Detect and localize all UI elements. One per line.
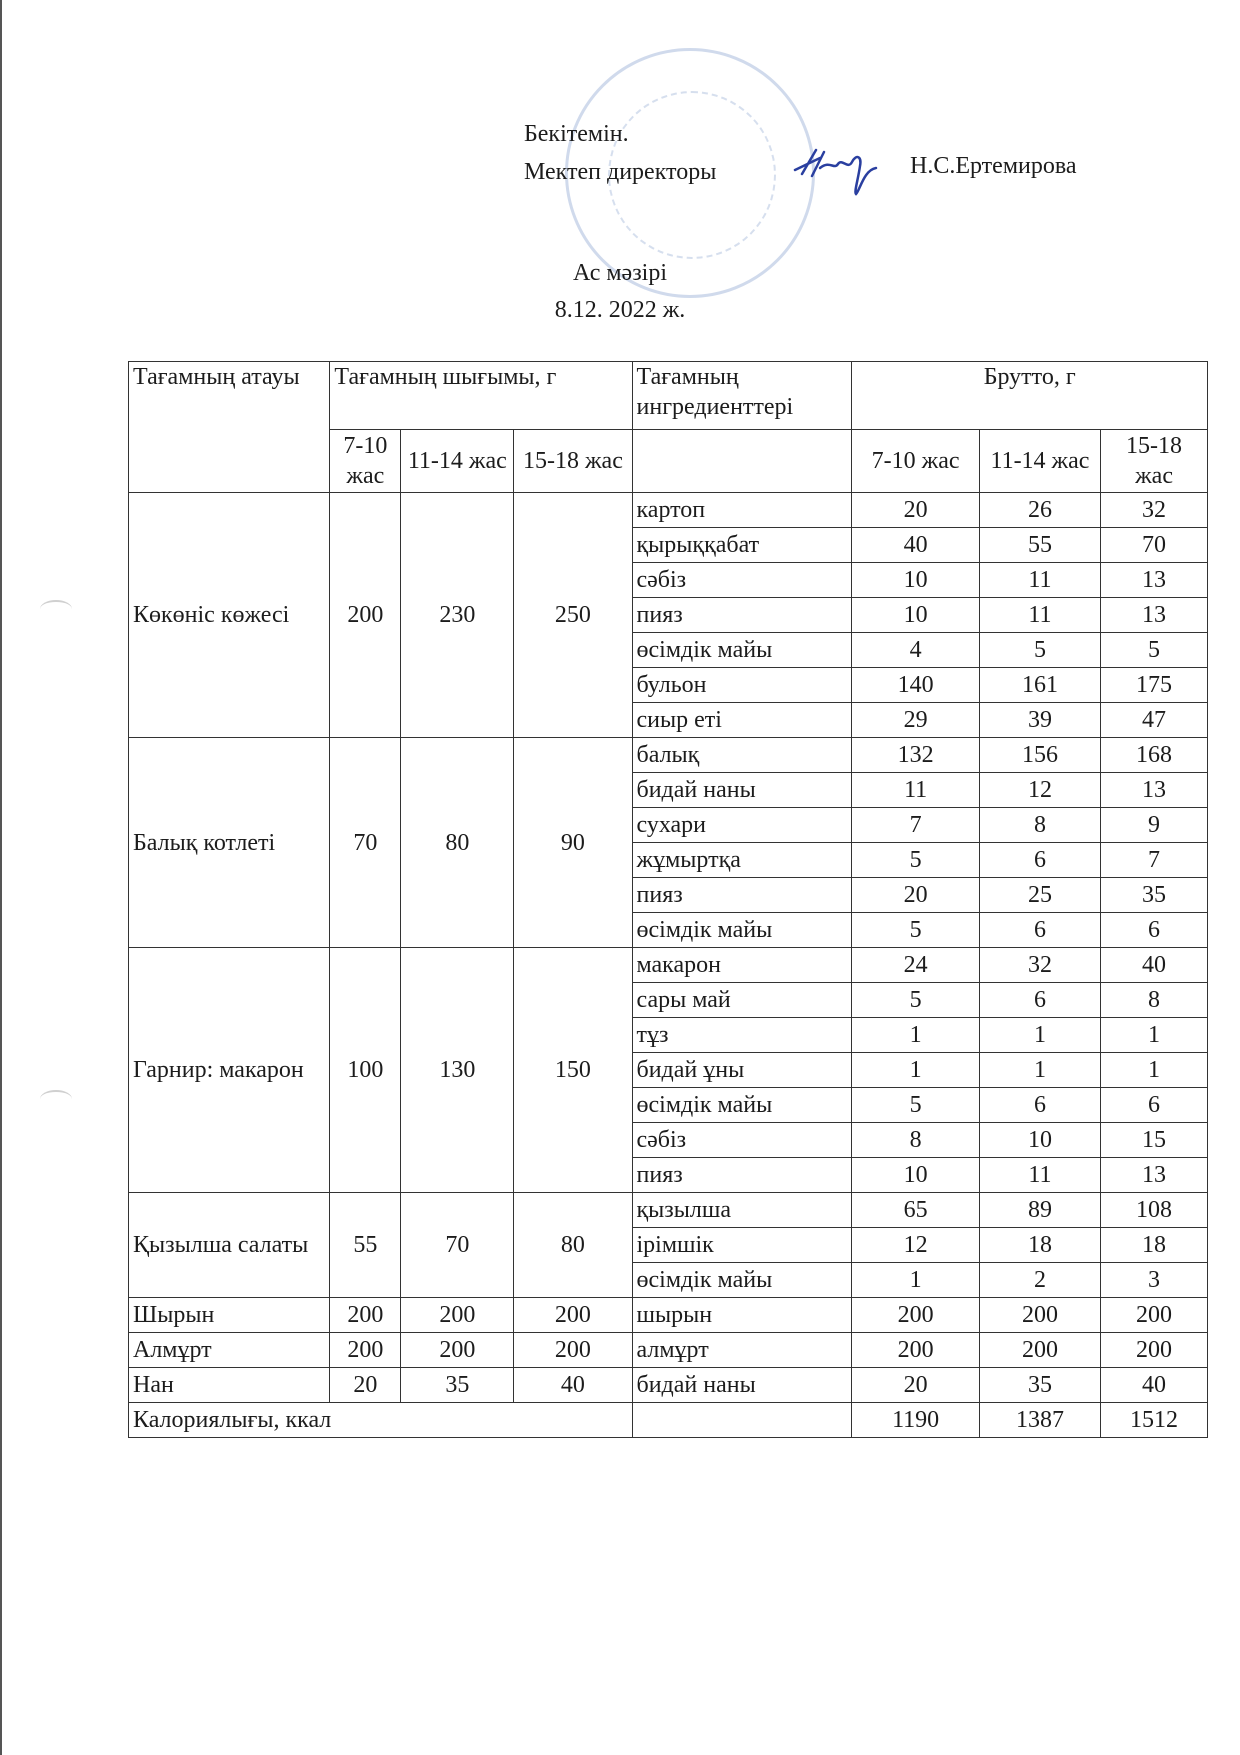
ingredient-gross: 8 xyxy=(979,808,1100,843)
ingredient-gross: 168 xyxy=(1101,738,1208,773)
ingredient-gross: 1 xyxy=(852,1263,979,1298)
ingredient-gross: 6 xyxy=(1101,1088,1208,1123)
menu-table xyxy=(128,361,1208,1438)
director-role: Мектеп директоры xyxy=(524,159,717,185)
ingredient-gross: 4 xyxy=(852,633,979,668)
approval-block xyxy=(524,115,716,191)
ingredient-row xyxy=(129,1368,1208,1403)
ingredient-gross: 12 xyxy=(852,1228,979,1263)
ingredient-name: ірімшік xyxy=(632,1228,852,1263)
ingredient-gross: 1 xyxy=(1101,1053,1208,1088)
ingredient-row xyxy=(129,738,1208,773)
ingredient-gross: 11 xyxy=(979,598,1100,633)
ingredient-gross: 1 xyxy=(852,1053,979,1088)
ingredient-name: пияз xyxy=(632,598,852,633)
dish-name: Нан xyxy=(129,1368,330,1403)
ingredient-name: сәбіз xyxy=(632,1123,852,1158)
yield-age-7-10: 7-10 жас xyxy=(330,429,401,492)
ingredient-name: тұз xyxy=(632,1018,852,1053)
ingredient-gross: 25 xyxy=(979,878,1100,913)
calories-value: 1190 xyxy=(852,1403,979,1438)
ingredient-gross: 9 xyxy=(1101,808,1208,843)
ingredient-row xyxy=(129,948,1208,983)
director-name: Н.С.Ертемирова xyxy=(910,153,1077,179)
ingredient-gross: 18 xyxy=(1101,1228,1208,1263)
ingredient-gross: 6 xyxy=(979,1088,1100,1123)
ingredient-row xyxy=(129,493,1208,528)
ingredient-name: пияз xyxy=(632,878,852,913)
header-ingredients: Тағамның ингредиенттері xyxy=(632,362,852,430)
ingredient-gross: 35 xyxy=(979,1368,1100,1403)
ingredient-gross: 5 xyxy=(852,843,979,878)
ingredient-name: сиыр еті xyxy=(632,703,852,738)
gross-age-11-14: 11-14 жас xyxy=(979,429,1100,492)
ingredient-gross: 15 xyxy=(1101,1123,1208,1158)
dish-yield: 100 xyxy=(330,948,401,1193)
ingredient-gross: 7 xyxy=(852,808,979,843)
ingredient-gross: 39 xyxy=(979,703,1100,738)
dish-name: Шырын xyxy=(129,1298,330,1333)
header-dish-name: Тағамның атауы xyxy=(129,362,330,493)
document-title xyxy=(0,255,1240,329)
ingredient-gross: 20 xyxy=(852,878,979,913)
ingredient-gross: 5 xyxy=(1101,633,1208,668)
ingredient-gross: 6 xyxy=(979,843,1100,878)
yield-age-15-18: 15-18 жас xyxy=(514,429,632,492)
ingredient-gross: 11 xyxy=(979,563,1100,598)
ingredient-gross: 5 xyxy=(852,983,979,1018)
ingredient-name: қырыққабат xyxy=(632,528,852,563)
ingredient-name: пияз xyxy=(632,1158,852,1193)
ingredient-name: макарон xyxy=(632,948,852,983)
ingredient-gross: 10 xyxy=(852,1158,979,1193)
ingredient-gross: 2 xyxy=(979,1263,1100,1298)
ingredient-gross: 6 xyxy=(979,913,1100,948)
calories-value: 1387 xyxy=(979,1403,1100,1438)
calories-value: 1512 xyxy=(1101,1403,1208,1438)
ingredient-name: өсімдік майы xyxy=(632,1088,852,1123)
ingredient-name: өсімдік майы xyxy=(632,633,852,668)
ingredient-gross: 5 xyxy=(979,633,1100,668)
ingredient-gross: 8 xyxy=(1101,983,1208,1018)
ingredient-gross: 1 xyxy=(852,1018,979,1053)
ingredient-gross: 13 xyxy=(1101,1158,1208,1193)
ingredient-gross: 156 xyxy=(979,738,1100,773)
ingredient-gross: 132 xyxy=(852,738,979,773)
ingredient-name: балық xyxy=(632,738,852,773)
dish-name: Гарнир: макарон xyxy=(129,948,330,1193)
header-yield: Тағамның шығымы, г xyxy=(330,362,632,430)
ingredient-gross: 10 xyxy=(852,598,979,633)
punch-hole-mark xyxy=(40,1090,72,1108)
ingredient-gross: 200 xyxy=(1101,1298,1208,1333)
dish-yield: 55 xyxy=(330,1193,401,1298)
dish-yield: 80 xyxy=(514,1193,632,1298)
ingredient-row xyxy=(129,1193,1208,1228)
ingredient-gross: 13 xyxy=(1101,563,1208,598)
approval-label: Бекітемін. xyxy=(524,121,629,147)
calories-row xyxy=(129,1403,1208,1438)
ingredient-name: сухари xyxy=(632,808,852,843)
ingredient-gross: 65 xyxy=(852,1193,979,1228)
ingredient-subheader-empty xyxy=(632,429,852,492)
ingredient-gross: 20 xyxy=(852,1368,979,1403)
dish-yield: 35 xyxy=(401,1368,514,1403)
dish-name: Алмұрт xyxy=(129,1333,330,1368)
ingredient-gross: 10 xyxy=(852,563,979,598)
dish-yield: 90 xyxy=(514,738,632,948)
ingredient-name: бидай наны xyxy=(632,1368,852,1403)
ingredient-name: қызылша xyxy=(632,1193,852,1228)
yield-age-11-14: 11-14 жас xyxy=(401,429,514,492)
ingredient-gross: 8 xyxy=(852,1123,979,1158)
ingredient-gross: 108 xyxy=(1101,1193,1208,1228)
ingredient-gross: 161 xyxy=(979,668,1100,703)
ingredient-gross: 35 xyxy=(1101,878,1208,913)
ingredient-name: өсімдік майы xyxy=(632,913,852,948)
ingredient-gross: 32 xyxy=(1101,493,1208,528)
ingredient-gross: 6 xyxy=(979,983,1100,1018)
ingredient-gross: 3 xyxy=(1101,1263,1208,1298)
menu-heading: Ас мәзірі xyxy=(572,260,668,286)
ingredient-gross: 13 xyxy=(1101,598,1208,633)
dish-yield: 70 xyxy=(330,738,401,948)
gross-age-7-10: 7-10 жас xyxy=(852,429,979,492)
dish-yield: 200 xyxy=(514,1333,632,1368)
ingredient-name: бидай наны xyxy=(632,773,852,808)
ingredient-gross: 11 xyxy=(979,1158,1100,1193)
dish-yield: 80 xyxy=(401,738,514,948)
ingredient-gross: 89 xyxy=(979,1193,1100,1228)
calories-empty-cell xyxy=(632,1403,852,1438)
ingredient-gross: 24 xyxy=(852,948,979,983)
dish-name: Балық котлеті xyxy=(129,738,330,948)
dish-yield: 150 xyxy=(514,948,632,1193)
ingredient-name: сәбіз xyxy=(632,563,852,598)
ingredient-gross: 55 xyxy=(979,528,1100,563)
ingredient-name: алмұрт xyxy=(632,1333,852,1368)
ingredient-gross: 200 xyxy=(979,1333,1100,1368)
ingredient-gross: 175 xyxy=(1101,668,1208,703)
ingredient-name: картоп xyxy=(632,493,852,528)
ingredient-row xyxy=(129,1298,1208,1333)
calories-label: Калориялығы, ккал xyxy=(129,1403,633,1438)
ingredient-name: шырын xyxy=(632,1298,852,1333)
ingredient-gross: 20 xyxy=(852,493,979,528)
ingredient-gross: 32 xyxy=(979,948,1100,983)
ingredient-name: сары май xyxy=(632,983,852,1018)
ingredient-gross: 18 xyxy=(979,1228,1100,1263)
header-gross: Брутто, г xyxy=(852,362,1208,430)
ingredient-name: жұмыртқа xyxy=(632,843,852,878)
ingredient-gross: 1 xyxy=(979,1018,1100,1053)
dish-yield: 230 xyxy=(401,493,514,738)
dish-name: Қызылша салаты xyxy=(129,1193,330,1298)
dish-yield: 200 xyxy=(401,1333,514,1368)
ingredient-gross: 47 xyxy=(1101,703,1208,738)
dish-yield: 200 xyxy=(330,493,401,738)
ingredient-gross: 11 xyxy=(852,773,979,808)
ingredient-gross: 12 xyxy=(979,773,1100,808)
ingredient-name: бидай ұны xyxy=(632,1053,852,1088)
gross-age-15-18: 15-18 жас xyxy=(1101,429,1208,492)
ingredient-gross: 200 xyxy=(852,1298,979,1333)
ingredient-gross: 40 xyxy=(1101,948,1208,983)
ingredient-name: бульон xyxy=(632,668,852,703)
ingredient-gross: 70 xyxy=(1101,528,1208,563)
ingredient-row xyxy=(129,1333,1208,1368)
dish-yield: 130 xyxy=(401,948,514,1193)
dish-name: Көкөніс көжесі xyxy=(129,493,330,738)
ingredient-gross: 7 xyxy=(1101,843,1208,878)
dish-yield: 200 xyxy=(330,1298,401,1333)
ingredient-gross: 29 xyxy=(852,703,979,738)
header-row xyxy=(129,362,1208,430)
ingredient-gross: 200 xyxy=(852,1333,979,1368)
ingredient-name: өсімдік майы xyxy=(632,1263,852,1298)
ingredient-gross: 140 xyxy=(852,668,979,703)
ingredient-gross: 1 xyxy=(979,1053,1100,1088)
ingredient-gross: 26 xyxy=(979,493,1100,528)
ingredient-gross: 10 xyxy=(979,1123,1100,1158)
ingredient-gross: 6 xyxy=(1101,913,1208,948)
ingredient-gross: 5 xyxy=(852,913,979,948)
dish-yield: 20 xyxy=(330,1368,401,1403)
dish-yield: 250 xyxy=(514,493,632,738)
punch-hole-mark xyxy=(40,600,72,618)
signature xyxy=(790,140,890,200)
ingredient-gross: 1 xyxy=(1101,1018,1208,1053)
dish-yield: 200 xyxy=(401,1298,514,1333)
dish-yield: 200 xyxy=(514,1298,632,1333)
ingredient-gross: 200 xyxy=(1101,1333,1208,1368)
dish-yield: 70 xyxy=(401,1193,514,1298)
ingredient-gross: 40 xyxy=(1101,1368,1208,1403)
dish-yield: 40 xyxy=(514,1368,632,1403)
ingredient-gross: 5 xyxy=(852,1088,979,1123)
menu-date: 8.12. 2022 ж. xyxy=(554,297,686,323)
dish-yield: 200 xyxy=(330,1333,401,1368)
ingredient-gross: 40 xyxy=(852,528,979,563)
ingredient-gross: 200 xyxy=(979,1298,1100,1333)
ingredient-gross: 13 xyxy=(1101,773,1208,808)
